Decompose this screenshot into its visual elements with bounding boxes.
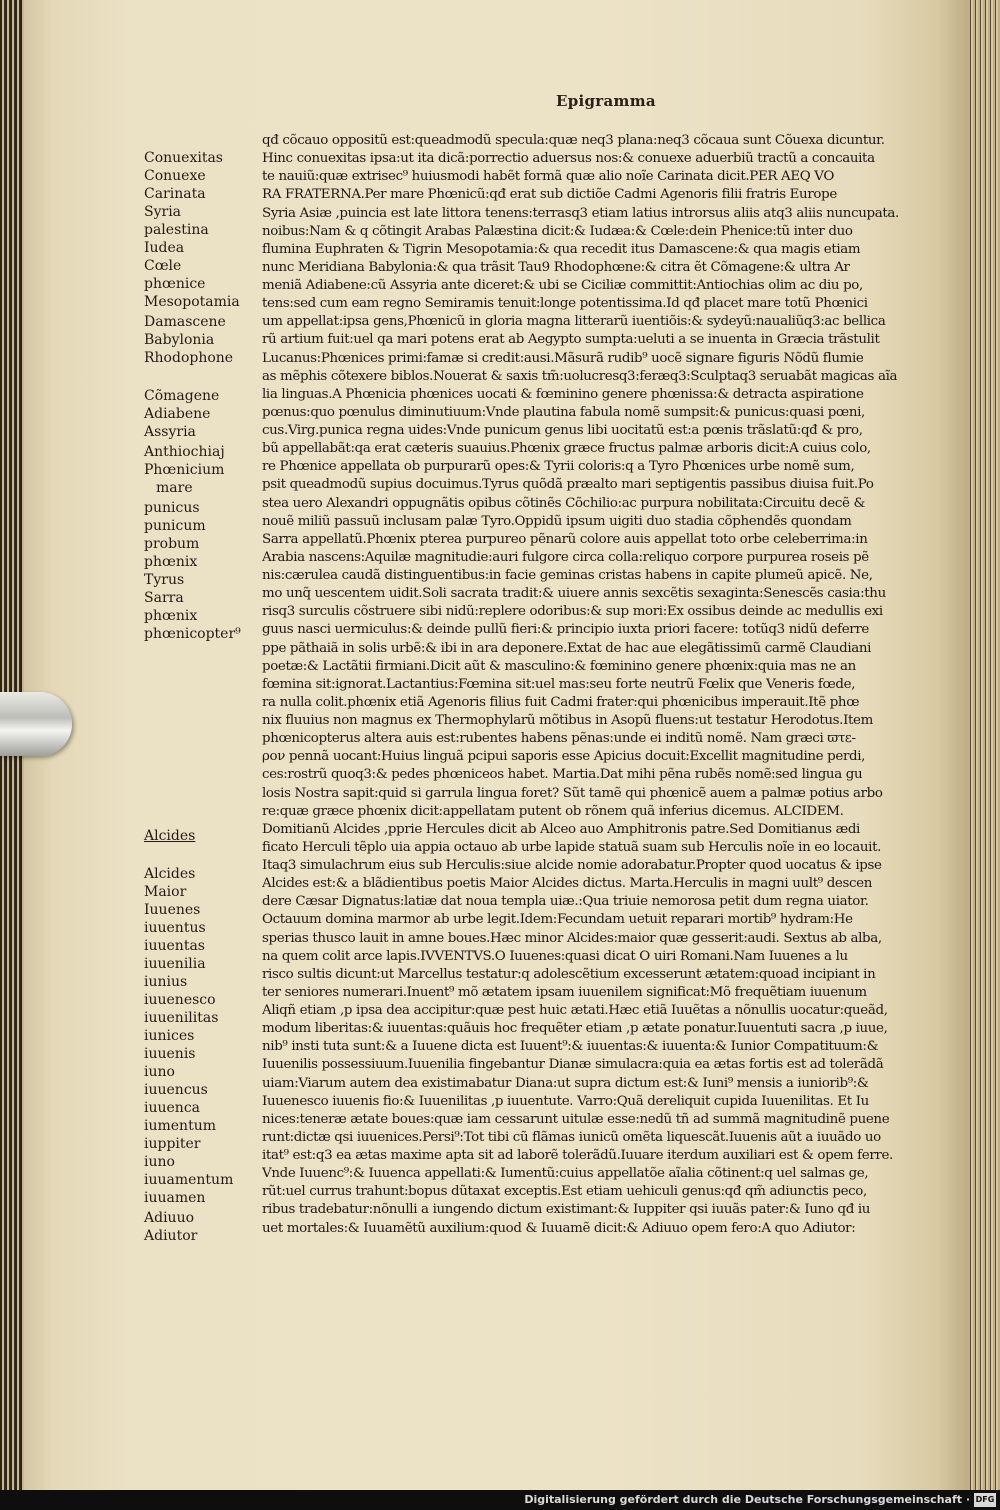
margin-note: iuuencus [144, 1082, 208, 1098]
margin-note: phœnice [144, 276, 206, 292]
text-line: itat⁹ est:q3 ea ætas maxime apta sit ad laborẽ tolerãdũ.Iuuare iterdum auxiliari est & opem ferre. [262, 1148, 893, 1163]
margin-note: Phœnicium [144, 462, 225, 478]
running-head: Epigramma [556, 92, 656, 110]
text-line: psit queadmodũ supius docuimus.Tyrus quõdã præalto mari septigentis passibus diuisa fuit.Po [262, 477, 874, 493]
text-line: Aliqñ etiam ,p ipsa dea accipitur:quæ pest huic ætati.Hæc etiã Iuuẽtas a nõnullis uocatur:queãd, [262, 1003, 888, 1018]
margin-note: probum [144, 536, 200, 552]
text-line: risco sultis dicunt:ut Marcellus testatur:q adolescẽtium excesserunt ætatem:quoad incipiant in [262, 966, 876, 982]
text-line: cus.Virg.punica regna uides:Vnde punicum genus libi uocitatũ est:a pœnis trãslatũ:qđ & pro, [262, 423, 863, 438]
text-line: Iuuenilis possessiuum.Iuuenilia fingebantur Dianæ simulacra:quia ea ætas fortis est ad tolerãdã [262, 1057, 884, 1073]
text-line: sperias thusco lauit in amne boues.Hæc minor Alcides:maior quæ gesserit:audi. Sextus ab alba, [262, 930, 882, 946]
margin-note: palestina [144, 222, 209, 238]
margin-note: Iudea [144, 240, 185, 256]
text-line: fœmina sit:ignorat.Lactantius:Fœmina sit:uel mas:seu forte neutrũ Fœlix que Veneris fœde, [262, 676, 856, 692]
margin-note: Rhodophone [144, 350, 234, 366]
margin-note: iuppiter [144, 1136, 201, 1152]
text-line: te nauiũ:quæ extrisec⁹ huiusmodi habẽt formã quæ alio noĩe Carinata dicit.PER AEQ VO [262, 169, 834, 185]
text-line: poetæ:& Lactãtii firmiani.Dicit aũt & masculino:& fœminino genere phœnix:quia mas ne an [262, 658, 856, 674]
text-line: ρον pennã uocant:Huius linguã pcipui saporis esse Apicius docuit:Excellit magnitudine perdi, [262, 749, 866, 765]
margin-note: iuuenca [144, 1100, 200, 1116]
text-line: rũ artium fuit:uel qa mari potens erat ab Aegypto sumpta:ueluti a se inuenta in Græcia trãstulit [262, 332, 880, 348]
text-line: ficato Herculi tẽplo uia appia octauo ab urbe lapide statuã suam sub Herculis noĩe in eo locauit. [262, 839, 882, 855]
text-line: as mẽphis cõtexere biblos.Nouerat & saxis tm̃:uolucresq3:feræq3:Sculptaq3 seruabãt magicas aĩa [262, 368, 898, 384]
margin-note: iunices [144, 1028, 195, 1044]
text-line: Sarra appellatũ.Phœnix pterea purpureo pẽnarũ colore auis appellat toto orbe celeberrima:in [262, 531, 868, 547]
text-line: tens:sed cum eam regno Semiramis tenuit:longe potentissima.Id qđ placet mare totũ Phœnici [262, 296, 868, 312]
margin-note: Assyria [144, 424, 196, 440]
margin-note: iuno [144, 1154, 175, 1170]
margin-note: Cœle [144, 258, 182, 274]
margin-note: Carinata [144, 186, 206, 202]
text-line: meniã Adiabene:cũ Assyria ante diceret:& ubi se Ciciliæ committit:Antiochias olim ac diu po, [262, 278, 863, 293]
margin-note: Alcides [144, 828, 196, 844]
margin-note: Maior [144, 884, 187, 900]
dfg-logo: DFG [974, 1493, 996, 1507]
text-line: um appellat:ipsa gens,Phœnicũ in gloria magna litterarũ iuentiõis:& sydeyũ:naualiũq3:ac bellica [262, 314, 886, 330]
text-line: modum liberitas:& iuuentas:quãuis hoc frequẽter etiam ,p ætate ponatur.Iuuentuti sacra ,p iuue, [262, 1021, 888, 1037]
text-line: stea uero Alexandri oppugnãtis opibus cõtinẽs Cõchilio:ac purpura nobilitata:Circuitu decẽ & [262, 495, 866, 511]
text-line: Syria Asiæ ,puincia est late littora tenens:terrasq3 etiam latius introrsus aliis atq3 aliis nuncupata. [262, 205, 899, 221]
margin-note: iuuenilitas [144, 1010, 219, 1026]
text-line: Domitianũ Alcides ,pprie Hercules dicit ab Alceo auo Amphitronis patre.Sed Domitianus ædi [262, 821, 860, 837]
text-line: lia linguas.A Phœnicia phœnices uocati & fœminino genere phœnissa:& detracta aspiratione [262, 386, 864, 402]
text-line: uiam:Viarum autem dea existimabatur Diana:ut supra dictum est:& Iuni⁹ mensis a iuniorib⁹:& [262, 1075, 869, 1091]
margin-note: Cõmagene [144, 388, 220, 404]
margin-note: Mesopotamia [144, 294, 240, 310]
text-line: ribus tradebatur:nõnulli a iungendo dictum existimant:& Iuppiter qsi iuuãs pater:& Iuno qđ iu [262, 1202, 871, 1218]
text-line: Hinc conuexitas ipsa:ut ita dicã:porrectio aduersus nos:& conuexe aduerbiũ tractũ a concauita [262, 151, 875, 167]
margin-note: iuno [144, 1064, 175, 1080]
text-line: ter seniores numerari.Inuent⁹ mõ ætatem ipsam iuuenilem significat:Mõ frequẽtiam iuuenum [262, 984, 867, 1000]
text-line: nix fluuius non magnus ex Thermophylarũ mõtibus in Asopũ fluens:ut testatur Herodotus.Item [262, 713, 873, 728]
text-line: phœnicopterus altera auis est:rubentes habens pẽnas:unde ei inditũ nomẽ. Nam græci ϖτε- [262, 731, 856, 747]
text-line: noibus:Nam & q cõtingit Arabas Palæstina dicit:& Iudæa:& Cœle:dein Phenice:tũ inter duo [262, 223, 853, 239]
text-line: Alcides est:& a blãdientibus poetis Maior Alcides dictus. Marta.Herculis in magni uult⁹ descen [262, 876, 873, 892]
text-line: runt:dictæ qsi iuuenices.Persi⁹:Tot tibi cũ flãmas iunicũ omẽta liquescãt.Iuuenis aũt a iuuãdo uo [262, 1129, 881, 1145]
margin-note: iuuamen [144, 1190, 206, 1206]
text-line: Lucanus:Phœnices primi:famæ si credit:ausi.Mãsurã rudib⁹ uocẽ signare figuris Nõdũ flumie [262, 350, 864, 366]
margin-note: punicum [144, 518, 206, 534]
margin-note: iuuentus [144, 920, 206, 936]
text-line: uet mortales:& Iuuamẽtũ auxilium:quod & Iuuamẽ dicit:& Adiuuo opem fero:A quo Adiutor: [262, 1220, 856, 1236]
text-line: nouẽ miliũ passuũ inclusam palæ Tyro.Oppidũ ipsum uigiti duo stadia cõphendẽs quondam [262, 513, 852, 529]
margin-note: Conuexe [144, 168, 206, 184]
margin-note: Anthiochiaj [144, 444, 225, 460]
text-line: risq3 surculis cõstruere sibi nidũ:replere odoribus:& sup mori:Ex ossibus deinde ac medullis exi [262, 604, 883, 620]
margin-note: Babylonia [144, 332, 215, 348]
text-line: Itaq3 simulachrum eius sub Herculis:siue alcide nomie adorabatur.Propter quod uocatus & ipse [262, 858, 882, 873]
margin-note: Alcides [144, 866, 196, 882]
metal-clip [0, 692, 72, 756]
text-line: flumina Euphraten & Tigrin Mesopotamia:& qua recedit itus Damascene:& qua magis etiam [262, 241, 861, 257]
text-line: re:quæ græce phœnix dicit:appellatam putent ob rõnem quã inferius dicemus. ALCIDEM. [262, 803, 844, 819]
text-line: Vnde Iuuenc⁹:& Iuuenca appellati:& Iumentũ:cuius appellatõe aĩalia cõtinent:q uel salmas ge, [262, 1166, 869, 1182]
text-line: re Phœnice appellata ob purpurarũ opes:& Tyrii coloris:q a Tyro Phœnices urbe nomẽ sum, [262, 459, 855, 475]
margin-note: Adiutor [144, 1228, 198, 1244]
margin-note: mare [156, 480, 193, 496]
margin-note: iunius [144, 974, 188, 990]
margin-note: iuuamentum [144, 1172, 234, 1188]
page-edges-right [968, 0, 1000, 1490]
text-line: nib⁹ insti tuta sunt:& a Iuuene dicta est Iuuent⁹:& iuuentas:& iuuenta:& Iunior Compatituum:& [262, 1039, 879, 1055]
margin-note: phœnix [144, 554, 198, 570]
text-line: qđ cõcauo oppositũ est:queadmodũ specula:quæ neq3 plana:neq3 cõcaua sunt Cõuexa dicuntur. [262, 133, 885, 148]
text-line: nunc Meridiana Babylonia:& qua trãsit Tau9 Rhodophœne:& citra ẽt Cõmagene:& ultra Ar [262, 259, 850, 275]
text-line: losis Nostra sapit:quid si garrula lingua foret? Sũt tamẽ qui phœnicẽ auem a palmæ potius arbo [262, 785, 883, 801]
margin-note: Adiabene [144, 406, 211, 422]
text-line: guus nasci uermiculus:& deinde pullũ fieri:& principio iuxta priori facere: totũq3 nidũ deferre [262, 622, 869, 638]
margin-note: Conuexitas [144, 150, 223, 166]
margin-note: phœnix [144, 608, 198, 624]
text-line: ra nulla colit.phœnix etiã Agenoris filius fuit Cadmi frater:qui phœnicibus imperauit.Itẽ phœ [262, 694, 860, 710]
text-line: Arabia nascens:Aquilæ magnitudie:auri fulgore circa colla:reliquo corpore purpurea roseis pẽ [262, 549, 869, 565]
margin-note: phœnicopter⁹ [144, 626, 241, 642]
text-line: nices:teneræ ætate boues:quæ iam cessarunt uitulæ esse:nedũ tñ ad summã magnitudinẽ puene [262, 1111, 890, 1127]
text-line: Octauum domina marmor ab urbe legit.Idem:Fecundam uetuit reparari mortib⁹ hydram:He [262, 912, 853, 928]
text-line: bũ appellabãt:qa erat cæteris suauius.Phœnix græce fructus palmæ arboris dicit:A cuius colo, [262, 441, 871, 457]
margin-note: Adiuuo [144, 1210, 195, 1226]
text-line: ces:rostrũ quoq3:& pedes phœniceos habet. Martia.Dat mihi pẽna rubẽs nomẽ:sed lingua gu [262, 767, 863, 783]
text-line: mo unq̃ uescentem uidit.Soli sacrata tradit:& uiuere annis sexcẽtis sexaginta:Senescẽs casia:thu [262, 586, 886, 602]
text-line: nis:cærulea caudã distinguentibus:in facie geminas cristas habens in capite plumeũ apicẽ. Ne, [262, 568, 873, 583]
text-line: na quem colit arce lapis.IVVENTVS.O Iuuenes:quasi dicat O uiri Romani.Nam Iuuenes a lu [262, 948, 848, 964]
margin-note: iuuenesco [144, 992, 216, 1008]
funding-notice: Digitalisierung gefördert durch die Deutsche Forschungsgemeinschaft · [524, 1493, 970, 1506]
margin-note: iumentum [144, 1118, 216, 1134]
margin-note: Syria [144, 204, 182, 220]
margin-note: Iuuenes [144, 902, 201, 918]
text-line: Iuuenesco iuuenis fio:& Iuuenilitas ,p iuuentute. Varro:Quã dereliquit cupida Iuuenilitas. Et Iu [262, 1093, 869, 1109]
text-line: rũt:uel currus trahunt:bopus dũtaxat exceptis.Est etiam uehiculi genus:qđ qm̃ adiunctis peco, [262, 1184, 867, 1200]
margin-note: punicus [144, 500, 200, 516]
margin-note: Tyrus [144, 572, 185, 588]
margin-note: Sarra [144, 590, 184, 606]
margin-note: iuuenis [144, 1046, 196, 1062]
text-line: RA FRATERNA.Per mare Phœnicũ:qđ erat sub dictiõe Cadmi Agenoris filii fratris Europe [262, 187, 837, 203]
text-line: ppe pãthaiã in solis urbẽ:& ibi in ara deponere.Extat de hac aue elegãtissimũ carmẽ Claudiani [262, 640, 872, 656]
margin-note: Damascene [144, 314, 226, 330]
main-text-block [262, 132, 922, 1238]
footer-bar [0, 1490, 1000, 1510]
margin-note: iuuenilia [144, 956, 206, 972]
text-line: pœnus:quo pœnulus diminutiuum:Vnde plautina fabula nomẽ sumpsit:& punicus:quasi pœni, [262, 404, 865, 420]
margin-note: iuuentas [144, 938, 205, 954]
text-line: dere Cæsar Dignatus:latiæ dat noua templa uiæ.:Qua triuie nemorosa petit dum regna uiator. [262, 894, 869, 910]
